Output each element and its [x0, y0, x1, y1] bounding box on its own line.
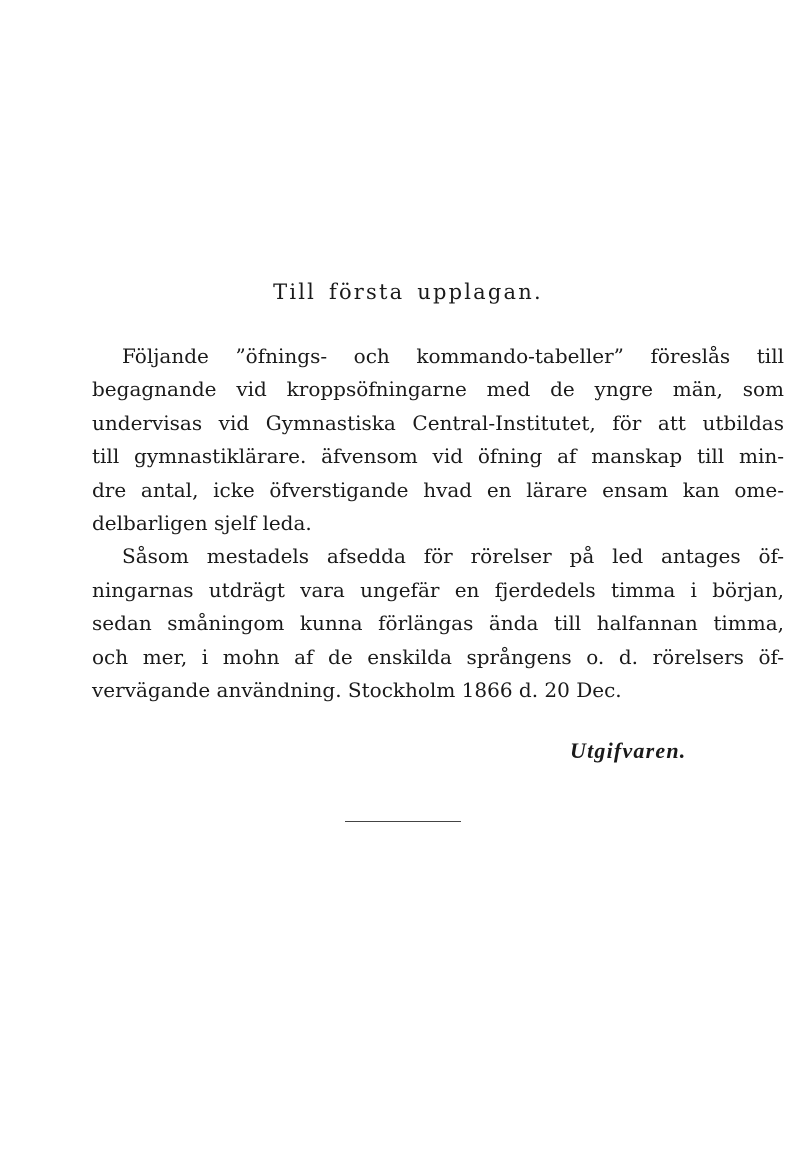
- text-line: ningarnas utdrägt vara ungefär en fjerdedels timma i början,: [92, 577, 784, 602]
- divider-rule: [345, 821, 461, 822]
- text-line: sedan småningom kunna förlängas ända till halfannan timma,: [92, 611, 784, 636]
- preface-text: [92, 340, 784, 707]
- text-line: vervägande användning. Stockholm 1866 d. 20 Dec.: [92, 677, 622, 702]
- signature: Utgifvaren.: [570, 738, 687, 763]
- text-line: begagnande vid kroppsöfningarne med de yngre män, som: [92, 377, 784, 402]
- text-line: delbarligen sjelf leda.: [92, 510, 312, 535]
- text-line: och mer, i mohn af de enskilda språngens o. d. rörelsers öf-: [92, 644, 784, 669]
- text-line: dre antal, icke öfverstigande hvad en lärare ensam kan ome-: [92, 477, 784, 502]
- text-line: Följande ”öfnings- och kommando-tabeller” föreslås till: [122, 344, 784, 368]
- page-heading: Till första upplagan.: [273, 280, 543, 304]
- text-line: undervisas vid Gymnastiska Central-Institutet, för att utbildas: [92, 410, 784, 435]
- text-line: Såsom mestadels afsedda för rörelser på led antages öf-: [122, 544, 784, 569]
- text-line: till gymnastiklärare. äfvensom vid öfning af manskap till min-: [92, 444, 784, 469]
